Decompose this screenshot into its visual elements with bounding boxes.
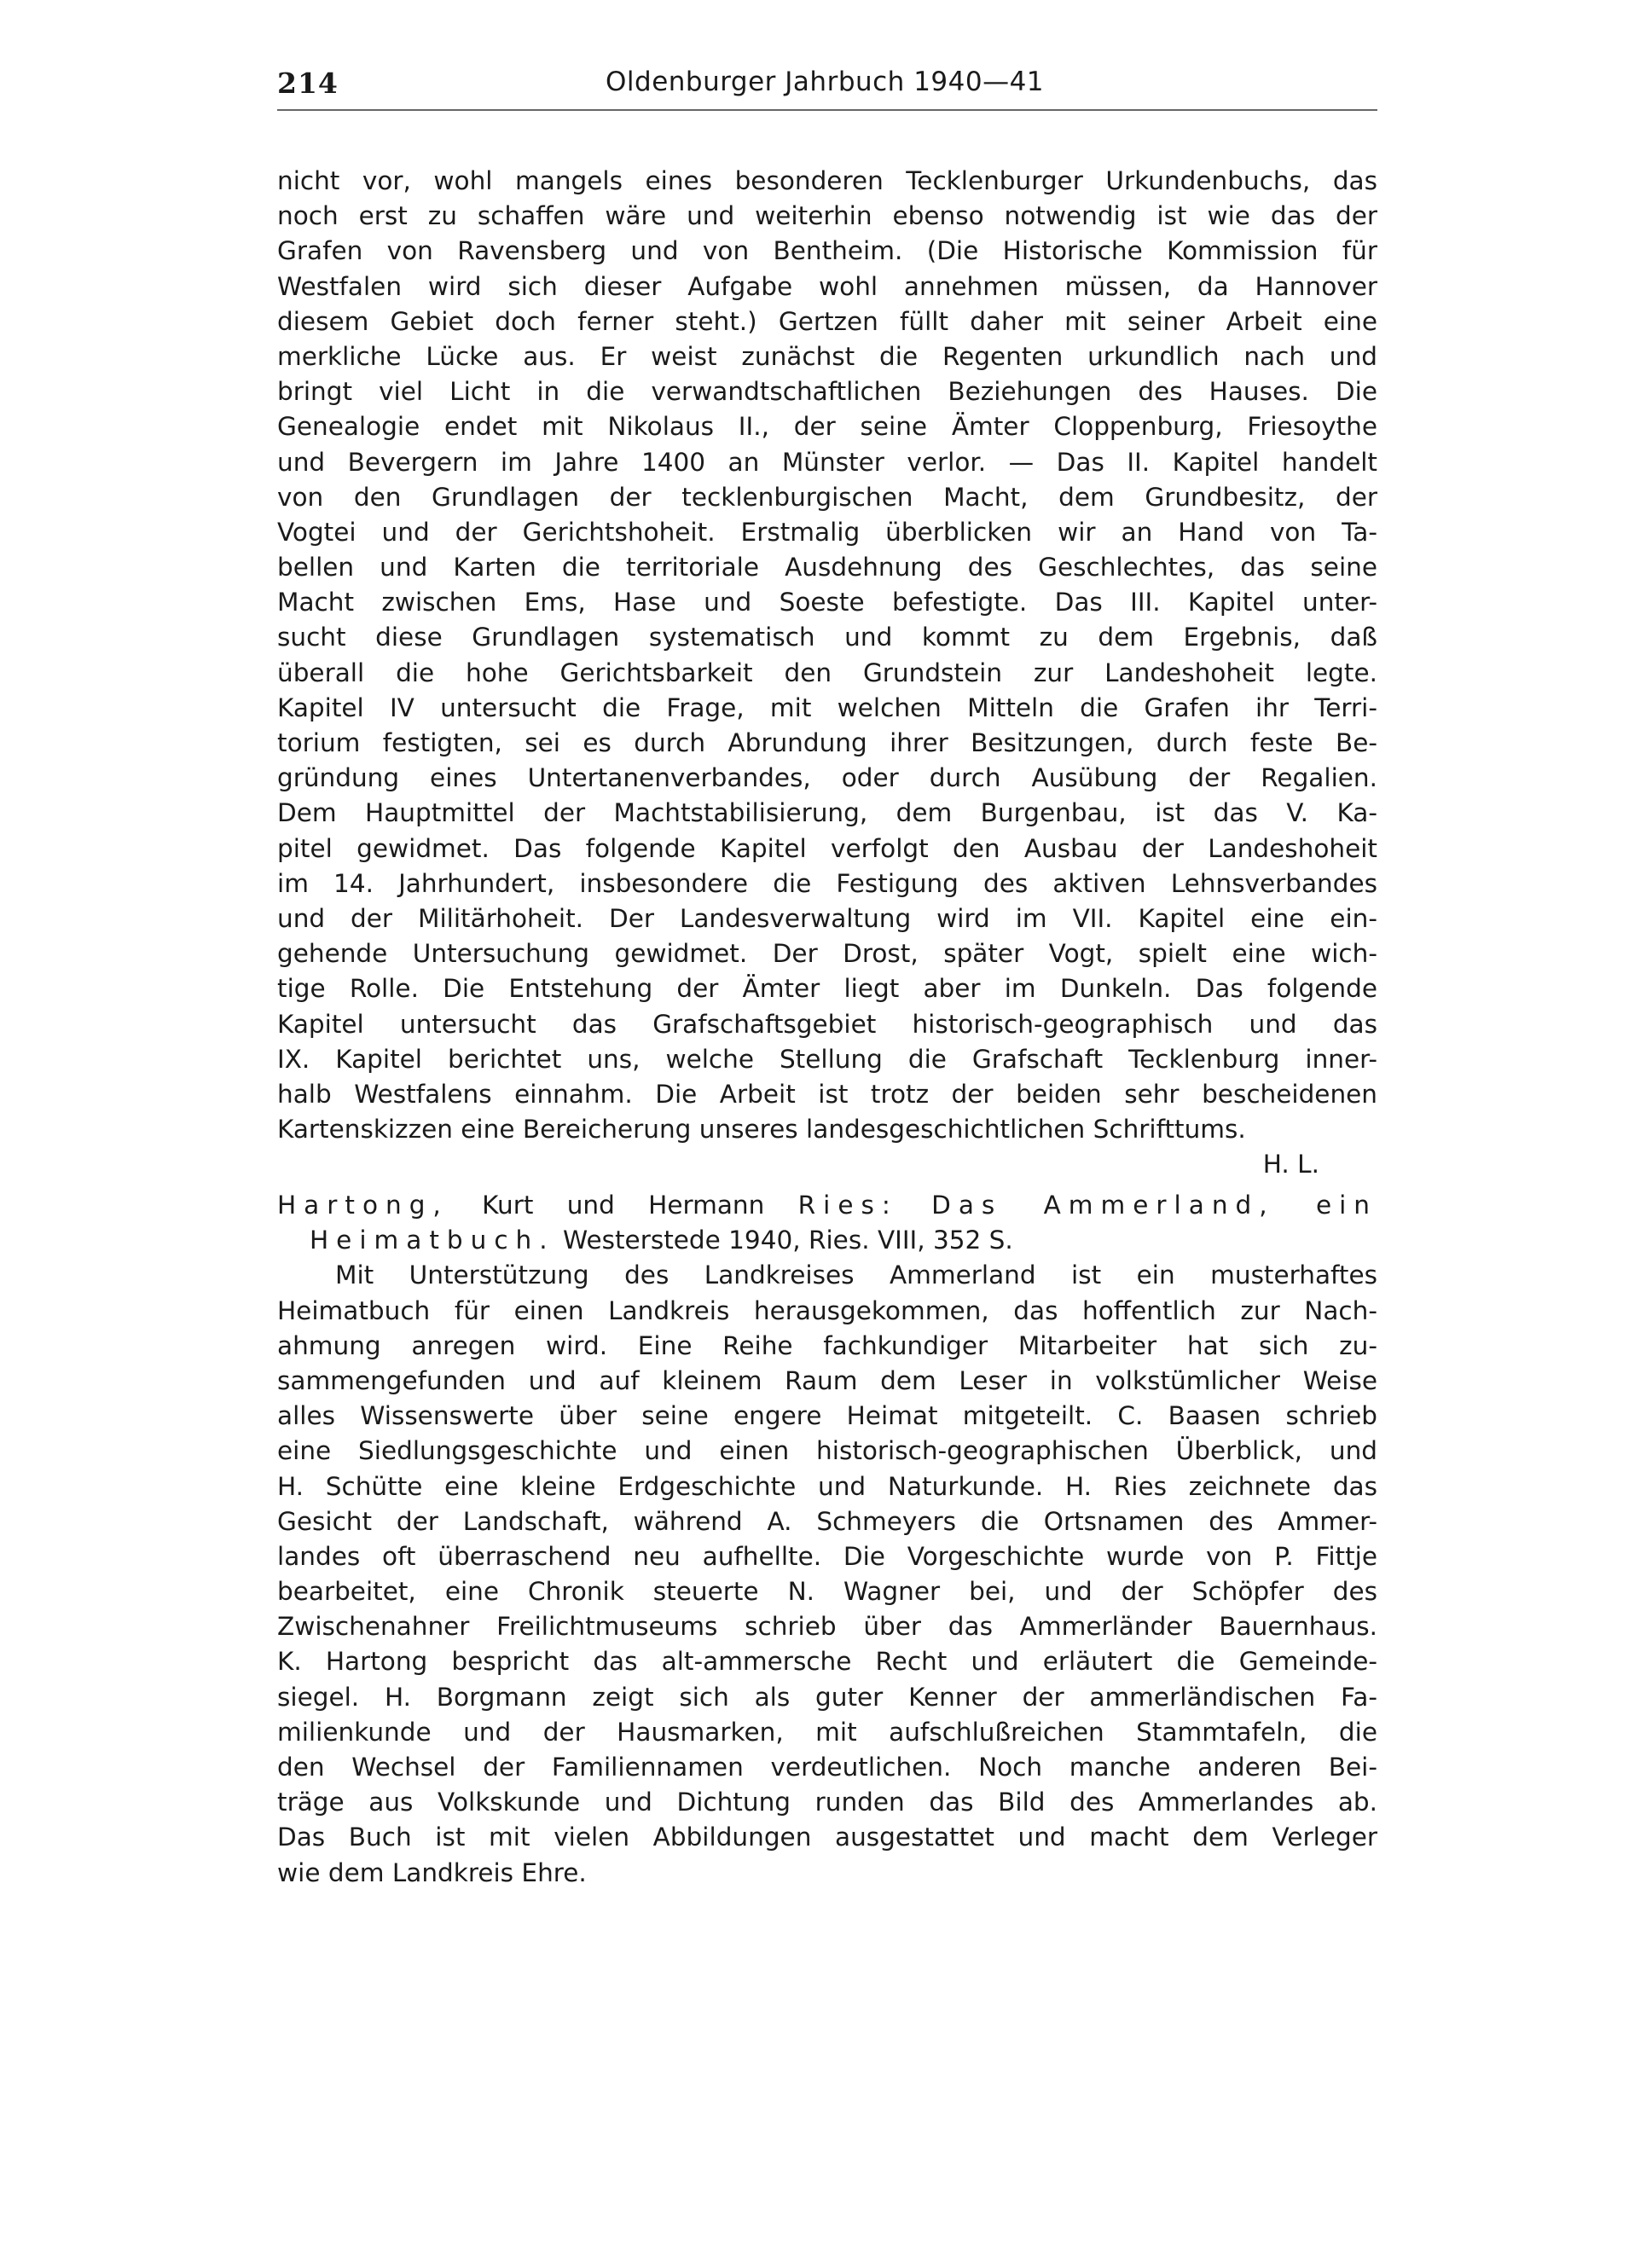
text-line: Kartenskizzen eine Bereicherung unseres landesgeschichtlichen Schrifttums.	[277, 1115, 1246, 1145]
text-line: pitel gewidmet. Das folgende Kapitel verfolgt den Ausbau der Landeshoheit	[277, 833, 1377, 863]
text-line: den Wechsel der Familiennamen verdeutlichen. Noch manche anderen Bei-	[277, 1753, 1377, 1782]
text-line: noch erst zu schaffen wäre und weiterhin ebenso notwendig ist wie das der	[277, 201, 1377, 231]
text-line: Westfalen wird sich dieser Aufgabe wohl annehmen müssen, da Hannover	[277, 271, 1377, 301]
text-line: Vogtei und der Gerichtshoheit. Erstmalig überblicken wir an Hand von Ta-	[277, 517, 1377, 547]
citation-publication: Westerstede 1940, Ries. VIII, 352 S.	[563, 1226, 1013, 1255]
text-line: gründung eines Untertanenverbandes, oder durch Ausübung der Regalien.	[277, 763, 1377, 793]
text-line: sucht diese Grundlagen systematisch und kommt zu dem Ergebnis, daß	[277, 623, 1377, 652]
text-line: sammengefunden und auf kleinem Raum dem Leser in volkstümlicher Weise	[277, 1365, 1377, 1395]
header-rule	[277, 109, 1377, 111]
text-line: merkliche Lücke aus. Er weist zunächst die Regenten urkundlich nach und	[277, 341, 1377, 371]
text-line: Genealogie endet mit Nikolaus II., der seine Ämter Cloppenburg, Friesoythe	[277, 412, 1377, 442]
text-line: tige Rolle. Die Entstehung der Ämter liegt aber im Dunkeln. Das folgende	[277, 974, 1377, 1004]
text-line: Kapitel untersucht das Grafschaftsgebiet historisch-geographisch und das	[277, 1009, 1377, 1039]
page-number: 214	[277, 67, 339, 100]
citation-line	[277, 1223, 1377, 1258]
text-line: Gesicht der Landschaft, während A. Schmeyers die Ortsnamen des Ammer-	[277, 1506, 1377, 1536]
citation-author: Hartong,	[277, 1191, 449, 1220]
text-line: Grafen von Ravensberg und von Bentheim. (Die Historische Kommission für	[277, 236, 1377, 266]
text-line: Zwischenahner Freilichtmuseums schrieb über das Ammerländer Bauernhaus.	[277, 1612, 1377, 1642]
citation-title: Das Ammerland, ein	[931, 1191, 1377, 1220]
text-line: Kapitel IV untersucht die Frage, mit welchen Mitteln die Grafen ihr Terri-	[277, 693, 1377, 722]
citation-title-cont: Heimatbuch.	[310, 1226, 555, 1255]
text-line: Das Buch ist mit vielen Abbildungen ausgestattet und macht dem Verleger	[277, 1823, 1377, 1852]
text-line: bearbeitet, eine Chronik steuerte N. Wagner bei, und der Schöpfer des	[277, 1577, 1377, 1607]
text-line: alles Wissenswerte über seine engere Heimat mitgeteilt. C. Baasen schrieb	[277, 1401, 1377, 1431]
citation-coauthor: Ries:	[797, 1191, 898, 1220]
text-line: bringt viel Licht in die verwandtschaftlichen Beziehungen des Hauses. Die	[277, 377, 1377, 407]
running-title: Oldenburger Jahrbuch 1940—41	[606, 67, 1045, 97]
text-line: milienkunde und der Hausmarken, mit aufschlußreichen Stammtafeln, die	[277, 1717, 1377, 1747]
reviewer-initials: H. L.	[1262, 1150, 1319, 1179]
text-line: bellen und Karten die territoriale Ausdehnung des Geschlechtes, das seine	[277, 553, 1377, 582]
text-line: diesem Gebiet doch ferner steht.) Gertzen füllt daher mit seiner Arbeit eine	[277, 306, 1377, 336]
text-line: von den Grundlagen der tecklenburgischen Macht, dem Grundbesitz, der	[277, 482, 1377, 512]
text-line: eine Siedlungsgeschichte und einen historisch-geographischen Überblick, und	[277, 1436, 1377, 1466]
text-line: IX. Kapitel berichtet uns, welche Stellung die Grafschaft Tecklenburg inner-	[277, 1044, 1377, 1074]
text-line: Dem Hauptmittel der Machtstabilisierung, dem Burgenbau, ist das V. Ka-	[277, 798, 1377, 828]
text-line: nicht vor, wohl mangels eines besonderen Tecklenburger Urkundenbuchs, das	[277, 166, 1377, 195]
text-line: ahmung anregen wird. Eine Reihe fachkundiger Mitarbeiter hat sich zu-	[277, 1330, 1377, 1360]
text-line: landes oft überraschend neu aufhellte. Die Vorgeschichte wurde von P. Fittje	[277, 1541, 1377, 1571]
citation-author-rest: Kurt und Hermann	[482, 1191, 765, 1220]
text-line: torium festigten, sei es durch Abrundung ihrer Besitzungen, durch feste Be-	[277, 728, 1377, 757]
text-line: gehende Untersuchung gewidmet. Der Drost, später Vogt, spielt eine wich-	[277, 939, 1377, 969]
text-line: und Bevergern im Jahre 1400 an Münster verlor. — Das II. Kapitel handelt	[277, 447, 1377, 477]
text-line: wie dem Landkreis Ehre.	[277, 1857, 587, 1887]
text-line: Heimatbuch für einen Landkreis herausgekommen, das hoffentlich zur Nach-	[277, 1295, 1377, 1325]
review-continuation	[277, 164, 1377, 1182]
text-line: träge aus Volkskunde und Dichtung runden das Bild des Ammerlandes ab.	[277, 1788, 1377, 1817]
text-line: halb Westfalens einnahm. Die Arbeit ist trotz der beiden sehr bescheidenen	[277, 1079, 1377, 1109]
text-line: überall die hohe Gerichtsbarkeit den Grundstein zur Landeshoheit legte.	[277, 658, 1377, 687]
text-line: und der Militärhoheit. Der Landesverwaltung wird im VII. Kapitel eine ein-	[277, 903, 1377, 933]
page-header	[277, 67, 1377, 109]
review-ammerland	[277, 1188, 1377, 1891]
review-paragraph	[277, 1258, 1377, 1890]
text-line: siegel. H. Borgmann zeigt sich als guter Kenner der ammerländischen Fa-	[277, 1682, 1377, 1712]
text-line: K. Hartong bespricht das alt-ammersche Recht und erläutert die Gemeinde-	[277, 1647, 1377, 1677]
text-line: H. Schütte eine kleine Erdgeschichte und Naturkunde. H. Ries zeichnete das	[277, 1471, 1377, 1501]
text-line: im 14. Jahrhundert, insbesondere die Festigung des aktiven Lehnsverbandes	[277, 868, 1377, 898]
text-line: Macht zwischen Ems, Hase und Soeste befestigte. Das III. Kapitel unter-	[277, 588, 1377, 617]
text-line: Mit Unterstützung des Landkreises Ammerland ist ein musterhaftes	[335, 1260, 1377, 1290]
citation-line	[277, 1188, 1377, 1223]
